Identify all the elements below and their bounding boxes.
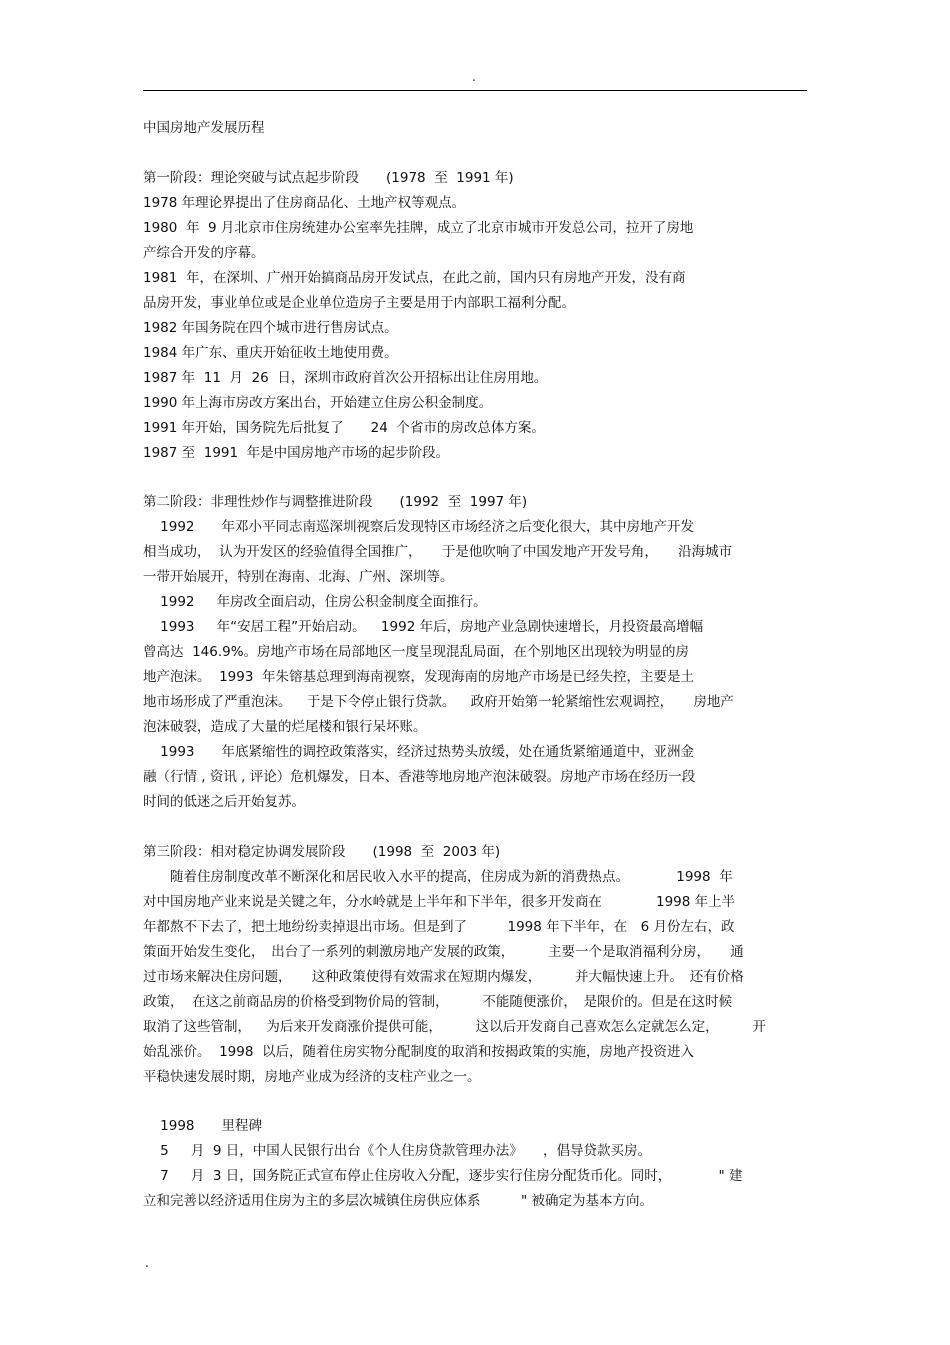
text-line: 1987 年 11 月 26 日，深圳市政府首次公开招标出让住房用地。 <box>143 370 548 386</box>
text-line: 1992 年房改全面启动，住房公积金制度全面推行。 <box>143 594 487 610</box>
text-line: 1978 年理论界提出了住房商品化、土地产权等观点。 <box>143 195 466 211</box>
text-line: 1987 至 1991 年是中国房地产市场的起步阶段。 <box>143 445 450 461</box>
milestone-heading: 1998 里程碑 <box>143 1118 263 1134</box>
text-line: 取消了这些管制， 为后来开发商涨价提供可能， 这以后开发商自己喜欢怎么定就怎么定， 开 <box>143 1019 766 1035</box>
header-rule <box>143 90 807 91</box>
text-line: 融（行情 , 资讯 , 评论）危机爆发，日本、香港等地房地产泡沫破裂。房地产市场在经历一段 <box>143 769 696 785</box>
text-line: 1993 年底紧缩性的调控政策落实，经济过热势头放缓，处在通货紧缩通道中，亚洲金 <box>143 744 695 760</box>
section-heading-3: 第三阶段：相对稳定协调发展阶段 (1998 至 2003 年) <box>143 844 501 860</box>
text-line: 平稳快速发展时期，房地产业成为经济的支柱产业之一。 <box>143 1069 481 1085</box>
text-line: 1991 年开始，国务院先后批复了 24 个省市的房改总体方案。 <box>143 420 545 436</box>
text-line: 1982 年国务院在四个城市进行售房试点。 <box>143 320 398 336</box>
text-line: 泡沫破裂，造成了大量的烂尾楼和银行呆坏账。 <box>143 719 427 735</box>
text-line: 相当成功， 认为开发区的经验值得全国推广， 于是他吹响了中国发地产开发号角， 沿海城市 <box>143 544 733 560</box>
text-line: 过市场来解决住房问题， 这种政策使得有效需求在短期内爆发， 并大幅快速上升。 还有价格 <box>143 969 744 985</box>
text-line: 地产泡沫。 1993 年朱镕基总理到海南视察，发现海南的房地产市场是已经失控，主要是土 <box>143 669 695 685</box>
text-line: 5 月 9 日，中国人民银行出台《个人住房贷款管理办法》 ，倡导贷款买房。 <box>143 1143 652 1159</box>
text-line: 年都熬不下去了，把土地纷纷卖掉退出市场。但是到了 1998 年下半年，在 6 月份左右，政 <box>143 919 735 935</box>
text-line: 7 月 3 日，国务院正式宣布停止住房收入分配，逐步实行住房分配货币化。同时， " 建 <box>143 1168 743 1184</box>
text-line: 政策， 在这之前商品房的价格受到物价局的管制， 不能随便涨价， 是限价的。但是在这时候 <box>143 994 733 1010</box>
text-line: 立和完善以经济适用住房为主的多层次城镇住房供应体系 " 被确定为基本方向。 <box>143 1193 653 1209</box>
text-line: 产综合开发的序幕。 <box>143 245 265 261</box>
text-line: 曾高达 146.9%。房地产市场在局部地区一度呈现混乱局面，在个别地区出现较为明显的房 <box>143 644 690 660</box>
text-line: 时间的低迷之后开始复苏。 <box>143 794 305 810</box>
text-line: 1984 年广东、重庆开始征收土地使用费。 <box>143 345 398 361</box>
text-line: 一带开始展开，特别在海南、北海、广州、深圳等。 <box>143 569 454 585</box>
section-heading-1: 第一阶段：理论突破与试点起步阶段 (1978 至 1991 年) <box>143 170 514 186</box>
header-mark: . <box>472 70 476 84</box>
text-line: 品房开发，事业单位或是企业单位造房子主要是用于内部职工福利分配。 <box>143 295 575 311</box>
text-line: 1980 年 9 月北京市住房统建办公室率先挂牌，成立了北京市城市开发总公司，拉开了房地 <box>143 220 694 236</box>
document-title: 中国房地产发展历程 <box>143 120 265 136</box>
section-heading-2: 第二阶段：非理性炒作与调整推进阶段 (1992 至 1997 年) <box>143 494 528 510</box>
text-line: 1992 年邓小平同志南巡深圳视察后发现特区市场经济之后变化很大，其中房地产开发 <box>143 519 695 535</box>
text-line: 地市场形成了严重泡沫。 于是下令停止银行贷款。 政府开始第一轮紧缩性宏观调控， 房地产 <box>143 694 734 710</box>
text-line: 策面开始发生变化， 出台了一系列的刺激房地产发展的政策， 主要一个是取消福利分房， 通 <box>143 944 744 960</box>
text-line: 始乱涨价。 1998 以后，随着住房实物分配制度的取消和按揭政策的实施，房地产投资进入 <box>143 1044 695 1060</box>
footer-mark: . <box>145 1256 149 1270</box>
text-line: 1990 年上海市房改方案出台，开始建立住房公积金制度。 <box>143 395 493 411</box>
text-line: 1981 年，在深圳、广州开始搞商品房开发试点，在此之前，国内只有房地产开发，没有商 <box>143 270 686 286</box>
text-line: 对中国房地产业来说是关键之年，分水岭就是上半年和下半年，很多开发商在 1998 年上半 <box>143 894 736 910</box>
text-line: 随着住房制度改革不断深化和居民收入水平的提高，住房成为新的消费热点。 1998 年 <box>143 869 733 885</box>
text-line: 1993 年“安居工程”开始启动。 1992 年后，房地产业急剧快速增长，月投资最高增幅 <box>143 619 704 635</box>
